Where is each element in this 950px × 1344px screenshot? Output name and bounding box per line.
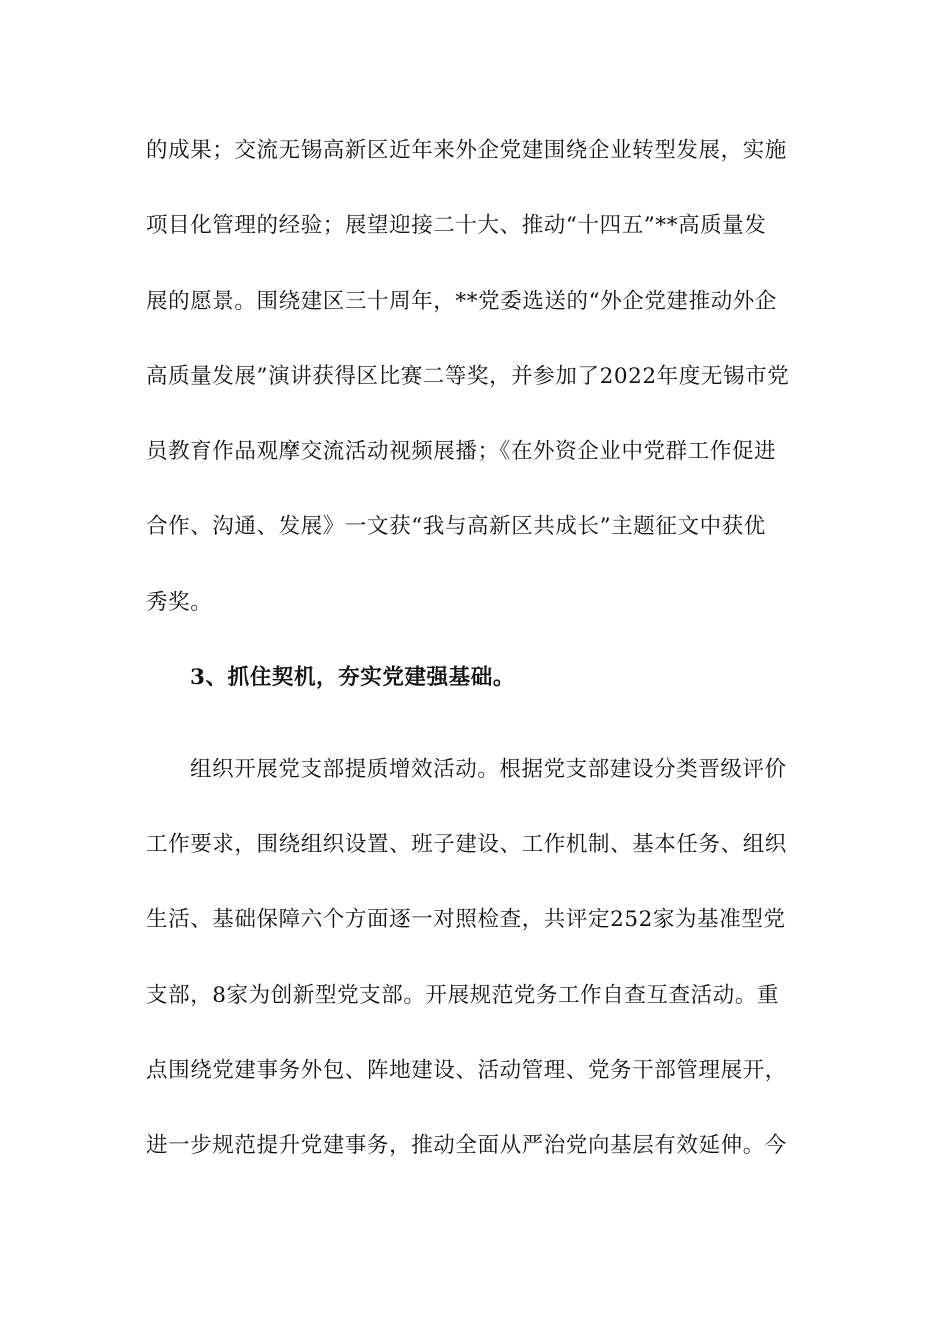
- paragraph2-line-3: 生活、基础保障六个方面逐一对照检查，共评定252家为基准型党: [146, 907, 786, 932]
- section-heading: 3、抓住契机，夯实党建强基础。: [190, 665, 515, 690]
- paragraph1-line-2: 项目化管理的经验；展望迎接二十大、推动“十四五”**高质量发: [146, 213, 767, 238]
- paragraph1-line-7: 秀奖。: [146, 590, 213, 615]
- paragraph2-line-6: 进一步规范提升党建事务，推动全面从严治党向基层有效延伸。今: [146, 1133, 787, 1158]
- paragraph2-line-5: 点围绕党建事务外包、阵地建设、活动管理、党务干部管理展开，: [146, 1058, 787, 1083]
- paragraph1-line-4: 高质量发展”演讲获得区比赛二等奖，并参加了2022年度无锡市党: [146, 364, 790, 389]
- paragraph1-line-1: 的成果；交流无锡高新区近年来外企党建围绕企业转型发展，实施: [146, 138, 787, 163]
- paragraph2-line-1: 组织开展党支部提质增效活动。根据党支部建设分类晋级评价: [190, 757, 787, 782]
- paragraph2-line-2: 工作要求，围绕组织设置、班子建设、工作机制、基本任务、组织: [146, 832, 787, 857]
- paragraph2-line-4: 支部，8家为创新型党支部。开展规范党务工作自查互查活动。重: [146, 983, 780, 1008]
- paragraph1-line-3: 展的愿景。围绕建区三十周年，**党委选送的“外企党建推动外企: [146, 289, 777, 314]
- paragraph1-line-5: 员教育作品观摩交流活动视频展播；《在外资企业中党群工作促进: [146, 439, 777, 464]
- paragraph1-line-6: 合作、沟通、发展》一文获“我与高新区共成长”主题征文中获优: [146, 514, 766, 539]
